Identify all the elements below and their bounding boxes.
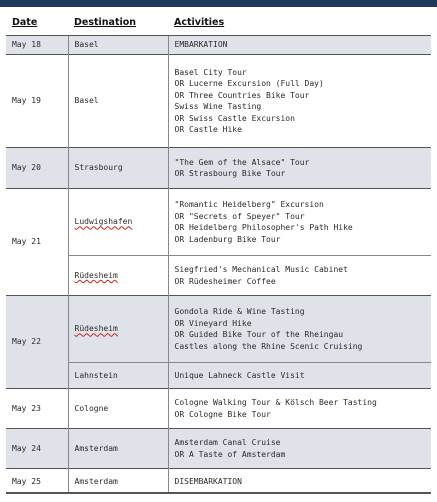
activity-line: OR Cologne Bike Tour (174, 409, 271, 419)
activity-line: OR Swiss Castle Excursion (174, 113, 295, 123)
table-row (6, 55, 431, 148)
destination-cell: Basel (68, 36, 168, 55)
destination-cell: Strasbourg (68, 148, 168, 189)
activities-cell (168, 469, 431, 495)
activities-column-header: Activities (168, 11, 431, 36)
activity-line: Amsterdam Canal Cruise (174, 438, 281, 447)
table-row (6, 189, 431, 256)
activity-line: OR Heidelberg Philosopher's Path Hike (174, 223, 353, 232)
activity-line: Basel City Tour (174, 67, 247, 77)
destination-column-header: Destination (68, 11, 168, 36)
activity-line: OR Castle Hike (174, 125, 242, 134)
destination-cell: Lahnstein (68, 363, 168, 389)
table-row (6, 296, 431, 363)
date-cell: May 25 (6, 469, 68, 495)
destination-cell: Amsterdam (68, 469, 168, 495)
activity-line: OR Strasbourg Bike Tour (174, 169, 286, 178)
activities-cell (168, 55, 431, 148)
activity-line: EMBARKATION (174, 40, 228, 50)
table-header-row (6, 11, 431, 36)
activity-line: Castles along the Rhine Scenic Cruising (174, 341, 363, 351)
activity-line: "Romantic Heidelberg" Excursion (174, 200, 324, 209)
activity-line: Swiss Wine Tasting (174, 102, 262, 111)
activity-line: "The Gem of the Alsace" Tour (174, 157, 310, 167)
table-row (6, 36, 431, 55)
destination-cell: Basel (68, 55, 168, 148)
activities-cell (168, 256, 431, 296)
table-bottom-rule (6, 492, 431, 494)
activity-line: OR Lucerne Excursion (Full Day) (174, 79, 324, 88)
activity-line: Unique Lahneck Castle Visit (174, 370, 305, 380)
activity-line: OR "Secrets of Speyer" Tour (174, 211, 305, 221)
date-cell: May 23 (6, 389, 68, 429)
activities-cell (168, 148, 431, 189)
date-cell: May 19 (6, 55, 68, 148)
activity-line: OR Guided Bike Tour of the Rheingau (174, 330, 344, 339)
activities-cell (168, 296, 431, 363)
activity-line: OR Three Countries Bike Tour (174, 90, 310, 100)
date-column-header: Date (6, 11, 68, 36)
activities-cell (168, 363, 431, 389)
table-row (6, 256, 431, 296)
destination-cell: Amsterdam (68, 429, 168, 469)
destination-cell (68, 189, 168, 256)
destination-cell (68, 256, 168, 296)
activity-line: OR A Taste of Amsterdam (174, 449, 286, 459)
activity-line: OR Vineyard Hike (174, 318, 252, 328)
destination-name: Rüdesheim (74, 324, 118, 334)
table-row (6, 363, 431, 389)
date-cell: May 21 (6, 189, 68, 296)
table-row (6, 429, 431, 469)
date-cell: May 20 (6, 148, 68, 189)
activity-line: Siegfried's Mechanical Music Cabinet (174, 265, 348, 274)
destination-cell (68, 296, 168, 363)
activities-cell (168, 429, 431, 469)
table-row (6, 389, 431, 429)
activity-line: Cologne Walking Tour & Kölsch Beer Tasting (174, 398, 377, 407)
destination-name: Rüdesheim (74, 270, 118, 280)
activity-line: DISEMBARKATION (174, 476, 242, 486)
destination-name: Ludwigshafen (74, 217, 133, 227)
date-cell: May 18 (6, 36, 68, 55)
activities-cell (168, 389, 431, 429)
date-cell: May 24 (6, 429, 68, 469)
activity-line: OR Ladenburg Bike Tour (174, 234, 281, 244)
destination-cell: Cologne (68, 389, 168, 429)
top-color-band (0, 0, 437, 7)
table-row (6, 148, 431, 189)
table-row (6, 469, 431, 495)
activity-line: OR Rüdesheimer Coffee (174, 276, 276, 286)
activities-cell (168, 189, 431, 256)
itinerary-table (6, 11, 431, 494)
activities-cell (168, 36, 431, 55)
activity-line: Gondola Ride & Wine Tasting (174, 307, 305, 316)
date-cell: May 22 (6, 296, 68, 389)
